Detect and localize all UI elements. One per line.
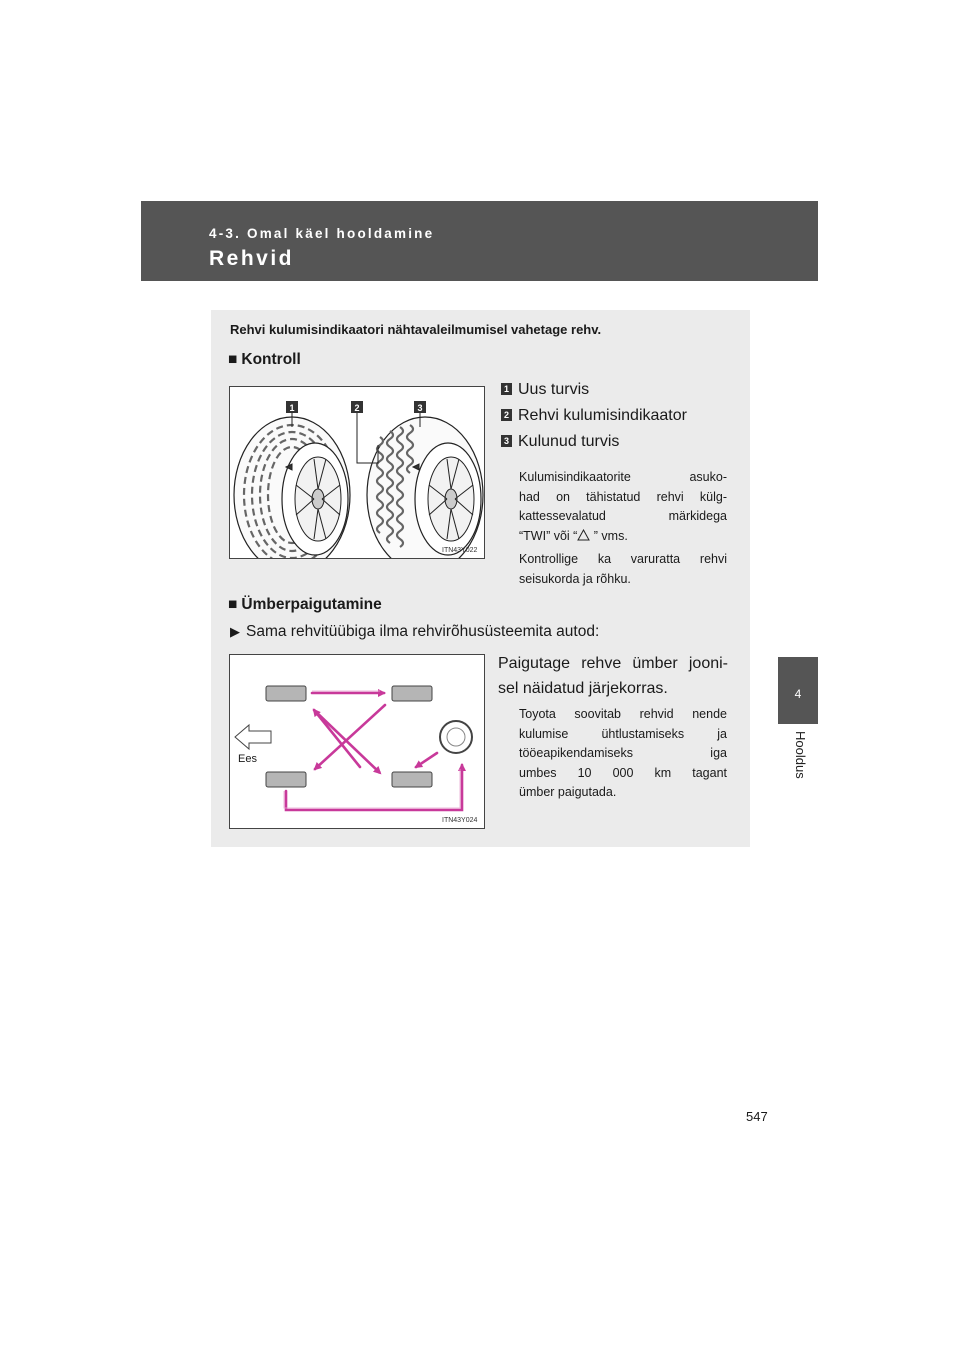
note-fragment: ” vms. bbox=[590, 528, 628, 543]
front-label: Ees bbox=[238, 753, 257, 765]
legend-item bbox=[501, 433, 619, 453]
note-fragment: “TWI” või “ bbox=[519, 528, 578, 543]
heading-marker: ■ bbox=[228, 596, 238, 613]
legend-item bbox=[501, 407, 687, 427]
note-line bbox=[519, 527, 727, 547]
figure-code: ITN43Y024 bbox=[442, 817, 478, 824]
chapter-tab-number: 4 bbox=[794, 687, 802, 701]
note-line: kulumise ühtlustamiseks ja bbox=[519, 726, 727, 741]
spare-note bbox=[519, 550, 727, 589]
callout-3: 3 bbox=[417, 403, 423, 413]
chapter-tab-label: Hooldus bbox=[793, 731, 808, 779]
vehicle-condition bbox=[230, 623, 599, 641]
callout-1: 1 bbox=[289, 403, 295, 413]
legend-label: Rehvi kulumisindikaator bbox=[518, 407, 687, 424]
legend-item bbox=[501, 381, 589, 401]
page-number: 547 bbox=[746, 1109, 768, 1124]
triangle-mark-icon bbox=[577, 529, 590, 541]
note-line: Kontrollige ka varuratta rehvi bbox=[519, 552, 727, 566]
note-line: seisukorda ja rõhku. bbox=[519, 571, 631, 586]
intro-text: Rehvi kulumisindikaatori nähtavaleilmumisel vahetage rehv. bbox=[230, 322, 602, 337]
front-arrow-icon bbox=[235, 725, 271, 749]
heading-rotation bbox=[228, 596, 382, 614]
bullet-arrow-icon: ▶ bbox=[230, 624, 240, 639]
chapter-header bbox=[141, 201, 818, 281]
callout-2: 2 bbox=[354, 403, 360, 413]
legend-label: Uus turvis bbox=[518, 381, 590, 398]
rotation-instruction bbox=[498, 651, 728, 701]
chapter-tab bbox=[778, 657, 818, 724]
instruction-line: sel näidatud järjekorras. bbox=[498, 680, 668, 697]
tire-figure bbox=[229, 386, 485, 559]
tire-illustration bbox=[230, 387, 484, 558]
rotation-diagram bbox=[230, 655, 484, 828]
legend-number: 3 bbox=[501, 435, 512, 447]
note-line: had on tähistatud rehvi külg- bbox=[519, 489, 727, 504]
content-box bbox=[211, 310, 750, 847]
legend-label: Kulunud turvis bbox=[518, 433, 620, 450]
heading-kontroll-label: Kontroll bbox=[241, 351, 301, 368]
legend-number: 2 bbox=[501, 409, 512, 421]
vehicle-condition-text: Sama rehvitüübiga ilma rehvirõhusüsteemita autod: bbox=[246, 623, 600, 640]
figure-code: ITN43Y022 bbox=[442, 547, 478, 554]
note-line: Kulumisindikaatorite asuko- bbox=[519, 470, 727, 484]
worn-tire bbox=[367, 417, 483, 558]
note-line: umbes 10 000 km tagant bbox=[519, 765, 727, 780]
section-label: 4-3. Omal käel hooldamine bbox=[209, 226, 435, 241]
note-line: tööeapikendamiseks iga bbox=[519, 746, 727, 760]
new-tire bbox=[234, 417, 350, 558]
legend-number: 1 bbox=[501, 383, 512, 395]
heading-rotation-label: Ümberpaigutamine bbox=[241, 596, 382, 613]
note-line: ümber paigutada. bbox=[519, 785, 617, 799]
instruction-line: Paigutage rehve ümber jooni- bbox=[498, 655, 728, 672]
tire-front-right bbox=[392, 686, 432, 701]
page-title: Rehvid bbox=[209, 247, 295, 270]
heading-marker: ■ bbox=[228, 351, 238, 368]
rotation-note bbox=[519, 705, 727, 803]
rotation-figure bbox=[229, 654, 485, 829]
note-line: Toyota soovitab rehvid nende bbox=[519, 707, 727, 721]
tire-front-left bbox=[266, 686, 306, 701]
heading-kontroll bbox=[228, 351, 301, 369]
tire-rear-right bbox=[392, 772, 432, 787]
note-line: kattessevalatud märkidega bbox=[519, 509, 727, 523]
tire-rear-left bbox=[266, 772, 306, 787]
twi-note bbox=[519, 468, 727, 546]
